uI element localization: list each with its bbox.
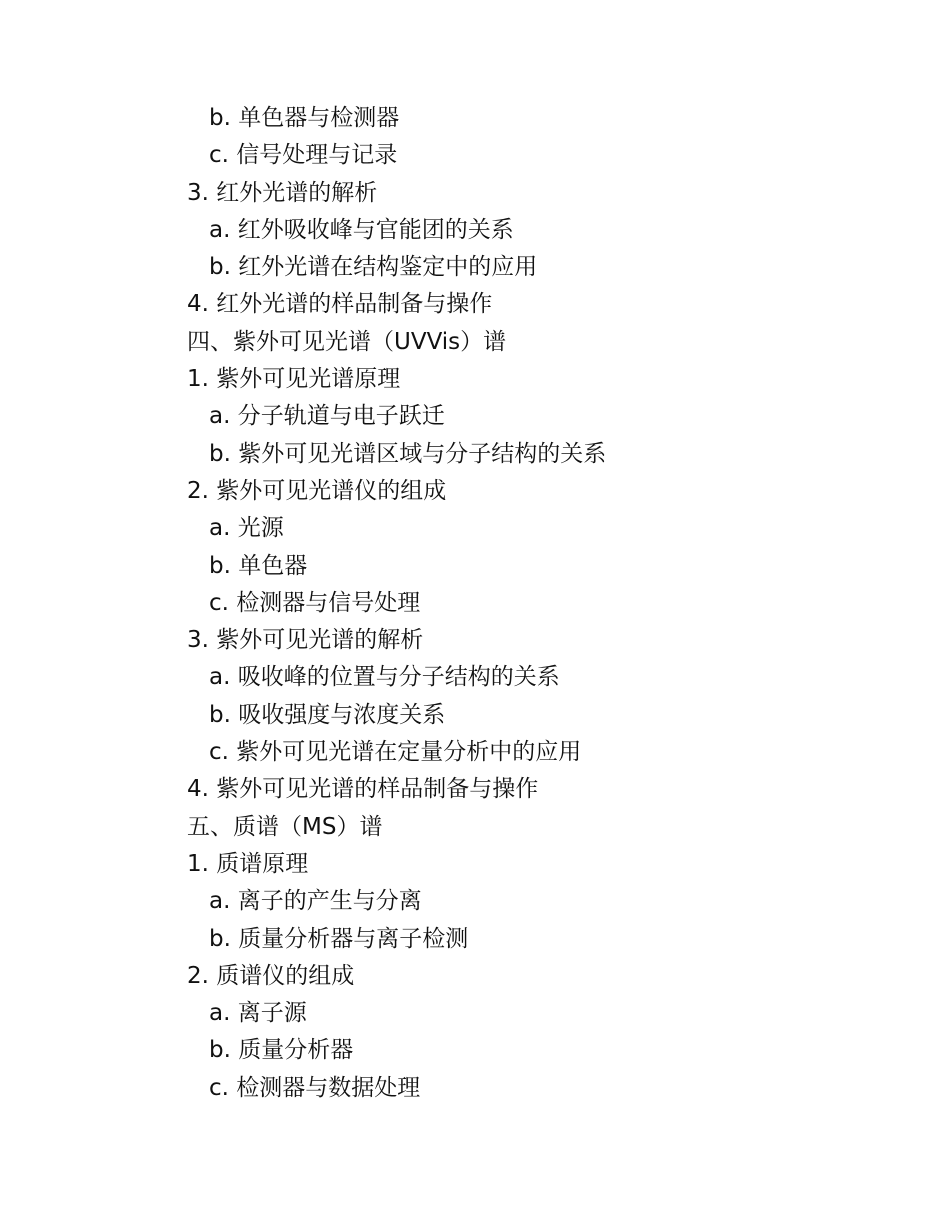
outline-item: c. 信号处理与记录 xyxy=(209,142,398,169)
outline-item: a. 吸收峰的位置与分子结构的关系 xyxy=(209,664,560,691)
outline-item: c. 紫外可见光谱在定量分析中的应用 xyxy=(209,739,582,766)
outline-item: 4. 红外光谱的样品制备与操作 xyxy=(187,291,493,318)
outline-item: c. 检测器与信号处理 xyxy=(209,589,421,616)
outline-item: b. 质量分析器与离子检测 xyxy=(209,925,469,952)
outline-item: b. 单色器 xyxy=(209,552,308,579)
outline-item: 3. 紫外可见光谱的解析 xyxy=(187,627,424,654)
outline-item: 3. 红外光谱的解析 xyxy=(187,179,378,206)
outline-item: b. 单色器与检测器 xyxy=(209,105,400,131)
outline-item: 1. 紫外可见光谱原理 xyxy=(187,366,401,393)
outline-list xyxy=(187,100,606,1107)
outline-item: a. 离子的产生与分离 xyxy=(209,888,422,915)
outline-item: a. 光源 xyxy=(209,515,284,542)
outline-item: 4. 紫外可见光谱的样品制备与操作 xyxy=(187,776,539,803)
outline-item: 2. 质谱仪的组成 xyxy=(187,962,355,989)
section-heading: 五、质谱（MS）谱 xyxy=(187,813,383,840)
section-heading: 四、紫外可见光谱（UVVis）谱 xyxy=(187,328,507,355)
outline-item: a. 分子轨道与电子跃迁 xyxy=(209,403,445,430)
outline-item: b. 质量分析器 xyxy=(209,1037,354,1064)
outline-item: b. 吸收强度与浓度关系 xyxy=(209,701,446,728)
outline-item: a. 红外吸收峰与官能团的关系 xyxy=(209,216,514,243)
outline-item: c. 检测器与数据处理 xyxy=(209,1074,421,1101)
outline-item: 1. 质谱原理 xyxy=(187,850,309,877)
outline-item: a. 离子源 xyxy=(209,1000,307,1027)
outline-item: b. 红外光谱在结构鉴定中的应用 xyxy=(209,254,538,281)
outline-item: 2. 紫外可见光谱仪的组成 xyxy=(187,477,447,504)
outline-item: b. 紫外可见光谱区域与分子结构的关系 xyxy=(209,440,607,467)
